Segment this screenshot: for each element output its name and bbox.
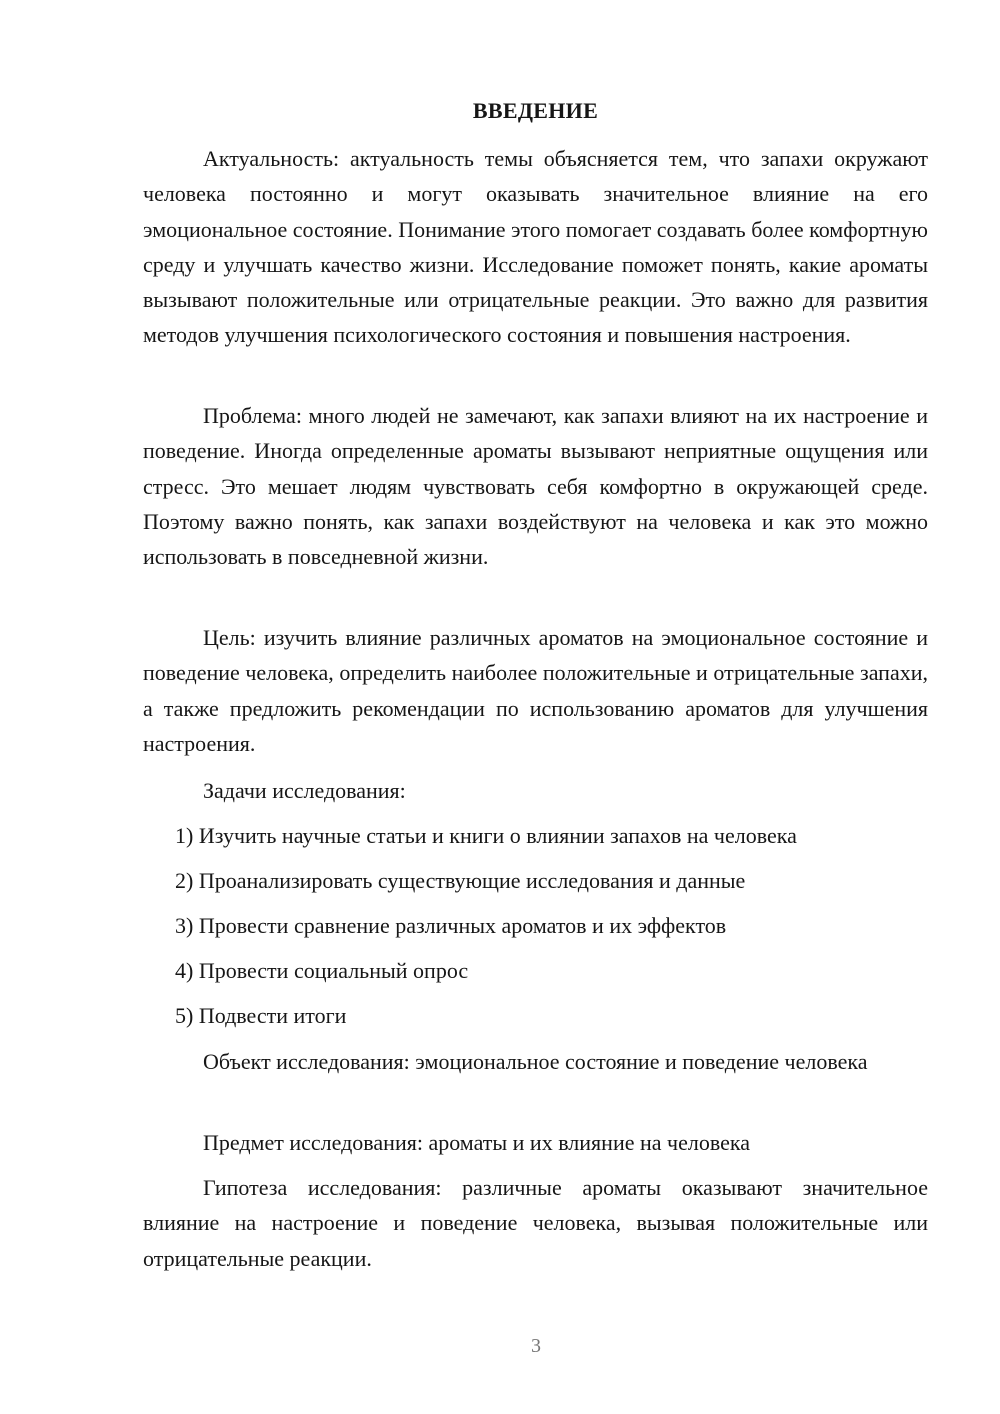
- subject-paragraph: Предмет исследования: ароматы и их влияние на человека: [203, 1130, 750, 1155]
- task-item: 3) Провести сравнение различных ароматов и их эффектов: [175, 913, 727, 938]
- task-item: 1) Изучить научные статьи и книги о влиянии запахов на человека: [175, 823, 797, 848]
- task-item: 2) Проанализировать существующие исследования и данные: [175, 868, 746, 893]
- problem-paragraph: Проблема: много людей не замечают, как запахи влияют на их настроение и поведение. Иногда определенные ароматы вызывают неприятные ощущения или стресс. Это мешает людям чувствовать себя комфортно в окружающей среде. Поэтому важно понять, как запахи воздействуют на человека и как это можно использовать в повседневной жизни.: [143, 403, 928, 570]
- tasks-heading: Задачи исследования:: [203, 778, 406, 803]
- page-number: 3: [531, 1335, 541, 1357]
- task-item: 5) Подвести итоги: [175, 1003, 347, 1028]
- goal-paragraph: Цель: изучить влияние различных ароматов на эмоциональное состояние и поведение человека, определить наиболее положительные и отрицательные запахи, а также предложить рекомендации по использованию ароматов для улучшения настроения.: [143, 625, 928, 756]
- hypothesis-paragraph: Гипотеза исследования: различные ароматы оказывают значительное влияние на настроение и поведение человека, вызывая положительные или отрицательные реакции.: [143, 1175, 928, 1271]
- task-item: 4) Провести социальный опрос: [175, 958, 469, 983]
- object-paragraph: Объект исследования: эмоциональное состояние и поведение человека: [203, 1049, 868, 1074]
- page-title: ВВЕДЕНИЕ: [472, 98, 599, 123]
- relevance-paragraph: Актуальность: актуальность темы объясняется тем, что запахи окружают человека постоянно и могут оказывать значительное влияние на его эмоциональное состояние. Понимание этого помогает создавать более комфортную среду и улучшать качество жизни. Исследование поможет понять, какие ароматы вызывают положительные или отрицательные реакции. Это важно для развития методов улучшения психологического состояния и повышения настроения.: [143, 146, 928, 348]
